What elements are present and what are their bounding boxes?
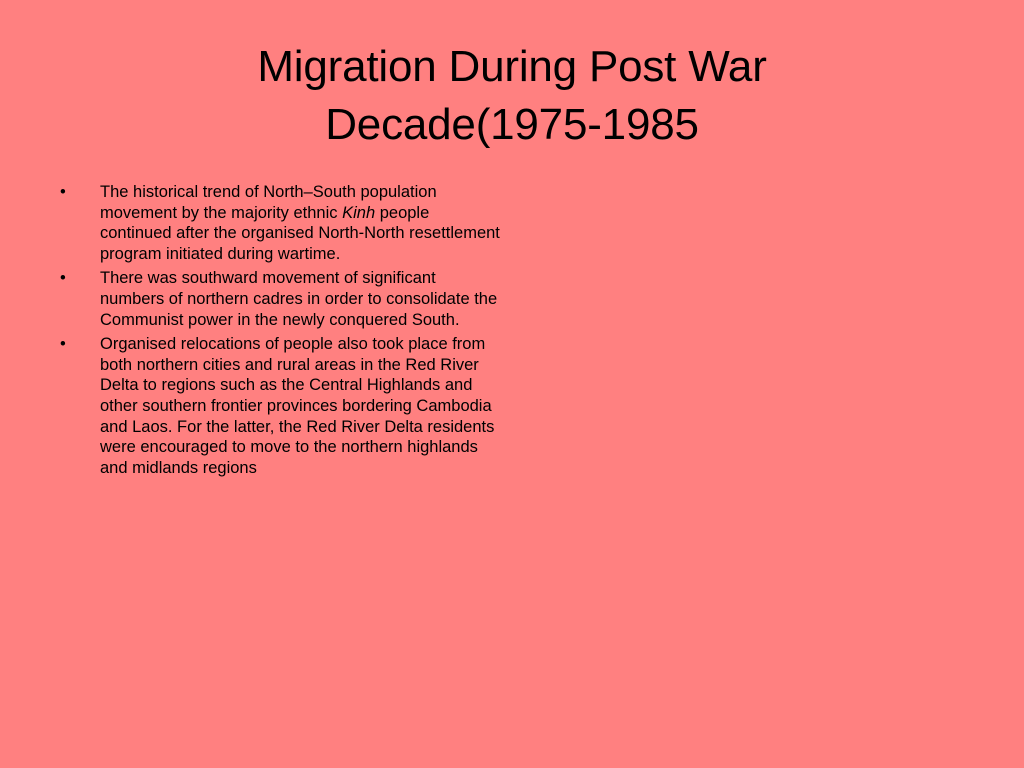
- bullet-marker-icon: •: [60, 183, 66, 201]
- slide-title-line-2: Decade(1975-1985: [325, 100, 699, 149]
- bullet-text-3: Organised relocations of people also took place from both northern cities and rural areas in the Red River Delta to regions such as the Central Highlands and other southern frontier provinces bordering Cambodia and Laos. For the latter, the Red River Delta residents were encouraged to move to the northern highlands and midlands regions: [100, 335, 495, 477]
- bullet-marker-icon: •: [60, 335, 66, 354]
- slide-title: [60, 38, 964, 154]
- bullet-text-1-part-c: people continued after the organised North-North resettlement program initiated during wartime.: [100, 203, 500, 263]
- bullet-item-3: [60, 334, 500, 478]
- bullet-text-1-italic-kinh: Kinh: [342, 203, 376, 222]
- slide-title-line-1: Migration During Post War: [257, 42, 767, 91]
- bullet-marker-icon: •: [60, 269, 66, 288]
- bullet-item-2: [60, 268, 500, 330]
- bullet-text-2: There was southward movement of significant numbers of northern cadres in order to consolidate the Communist power in the newly conquered South.: [100, 269, 498, 329]
- bullet-list: [60, 182, 500, 482]
- bullet-text-1: [100, 182, 500, 264]
- bullet-item-1: [60, 182, 500, 264]
- bullet-text-1-part-a: The historical trend of North–South population movement by the majority ethnic: [100, 183, 437, 222]
